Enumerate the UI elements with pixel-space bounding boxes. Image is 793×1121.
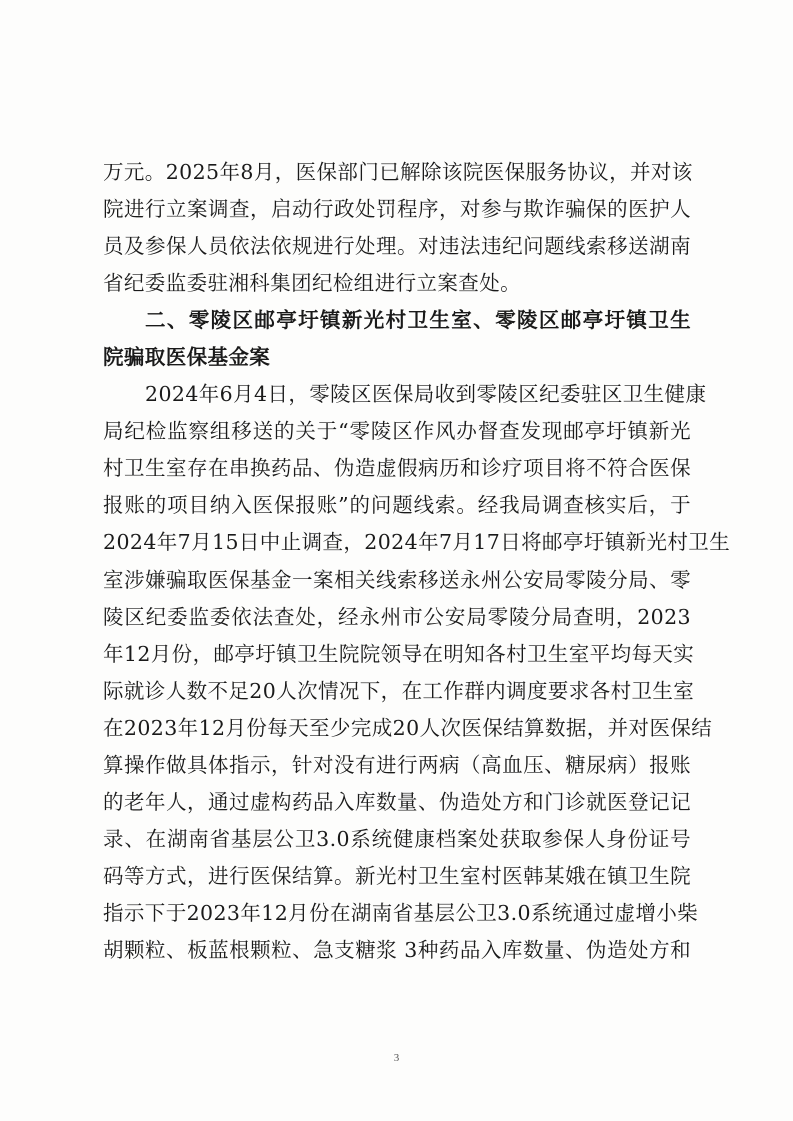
- paragraph-line: 室涉嫌骗取医保基金一案相关线索移送永州公安局零陵分局、零: [103, 567, 691, 592]
- page-number: 3: [393, 1052, 400, 1064]
- paragraph-line: 2024年6月4日，零陵区医保局收到零陵区纪委驻区卫生健康: [145, 382, 707, 407]
- paragraph-line: 际就诊人数不足20人次情况下，在工作群内调度要求各村卫生室: [103, 678, 695, 703]
- paragraph-line: 胡颗粒、板蓝根颗粒、急支糖浆 3种药品入库数量、伪造处方和: [103, 937, 691, 962]
- paragraph-line: 报账的项目纳入医保报账”的问题线索。经我局调查核实后，于: [103, 493, 691, 518]
- paragraph-line: 局纪检监察组移送的关于“零陵区作风办督查发现邮亭圩镇新光: [103, 419, 691, 444]
- paragraph-line: 年12月份，邮亭圩镇卫生院院领导在明知各村卫生室平均每天实: [103, 641, 695, 666]
- paragraph-line: 的老年人，通过虚构药品入库数量、伪造处方和门诊就医登记记: [103, 789, 691, 814]
- paragraph-line: 省纪委监委驻湘科集团纪检组进行立案查处。: [103, 271, 521, 296]
- paragraph-line: 陵区纪委监委依法查处，经永州市公安局零陵分局查明，2023: [103, 604, 691, 629]
- paragraph-line: 在2023年12月份每天至少完成20人次医保结算数据，并对医保结: [103, 715, 713, 740]
- paragraph-line: 村卫生室存在串换药品、伪造虚假病历和诊疗项目将不符合医保: [103, 456, 691, 481]
- paragraph-line: 2024年7月15日中止调查，2024年7月17日将邮亭圩镇新光村卫生: [103, 530, 731, 555]
- section-heading: 院骗取医保基金案: [103, 345, 271, 370]
- body-text: [103, 154, 731, 969]
- section-heading: 二、零陵区邮亭圩镇新光村卫生室、零陵区邮亭圩镇卫生: [145, 308, 691, 333]
- paragraph-line: 录、在湖南省基层公卫3.0系统健康档案处获取参保人身份证号: [103, 826, 691, 851]
- paragraph-line: 算操作做具体指示，针对没有进行两病（高血压、糖尿病）报账: [103, 752, 691, 777]
- paragraph-line: 万元。2025年8月，医保部门已解除该院医保服务协议，并对该: [103, 160, 693, 184]
- paragraph-line: 院进行立案调查，启动行政处罚程序，对参与欺诈骗保的医护人: [103, 197, 691, 222]
- paragraph-line: 员及参保人员依法依规进行处理。对违法违纪问题线索移送湖南: [103, 234, 691, 259]
- paragraph-line: 码等方式，进行医保结算。新光村卫生室村医韩某娥在镇卫生院: [103, 863, 691, 888]
- paragraph-line: 指示下于2023年12月份在湖南省基层公卫3.0系统通过虚增小柴: [103, 900, 699, 925]
